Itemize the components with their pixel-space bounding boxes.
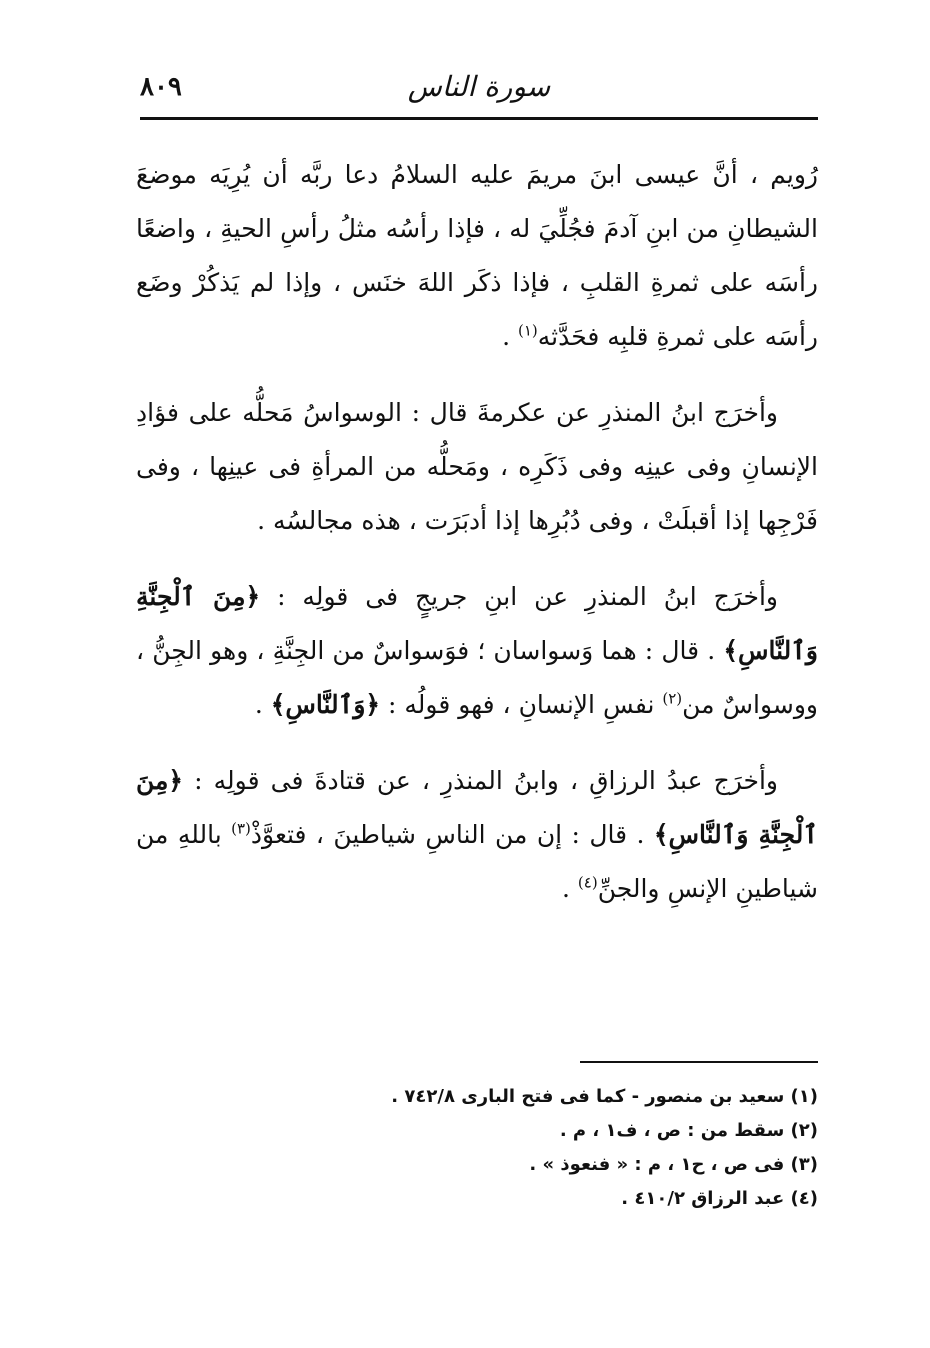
paragraph-text: . xyxy=(562,874,578,903)
quran-quote: ﴿مِنَ ٱلْجِنَّةِ وَٱلنَّاسِ﴾ xyxy=(136,582,818,665)
paragraph-1 xyxy=(136,148,818,364)
page-number: ٨٠٩ xyxy=(140,72,182,102)
footnote-ref-3: (٣) xyxy=(231,819,251,838)
footnotes xyxy=(140,1080,818,1216)
footnote-2: (٢) سقط من : ص ، ف١ ، م . xyxy=(559,1120,818,1141)
paragraph-text: وأخرَج عبدُ الرزاقِ ، وابنُ المنذرِ ، عن قتادةَ فى قولِه : xyxy=(183,766,778,795)
footnote-4: (٤) عبد الرزاق ٤١٠/٢ . xyxy=(621,1188,818,1209)
paragraph-3 xyxy=(136,570,818,732)
footnote-1: (١) سعيد بن منصور - كما فى فتح البارى ٧٤٢/٨ . xyxy=(391,1086,818,1107)
paragraph-text: نفسِ الإنسانِ ، فهو قولُه : xyxy=(380,690,663,719)
paragraph-text: رُويم ، أنَّ عيسى ابنَ مريمَ عليه السلامُ دعا ربَّه أن يُرِيَه موضعَ الشيطانِ من ابنِ آدمَ فجُلِّيَ له ، فإذا رأسُه مثلُ رأسِ الحيةِ ، واضعًا رأسَه على ثمرةِ القلبِ ، فإذا ذكَر اللهَ خنَس ، وإذا لم يَذكُرْ وضَع رأسَه على ثمرةِ قلبِه فحَدَّثه xyxy=(136,160,818,351)
quran-quote: ﴿وَٱلنَّاسِ﴾ xyxy=(270,690,381,719)
paragraph-4 xyxy=(136,754,818,916)
paragraph-text: وأخرَج ابنُ المنذرِ عن ابنِ جريجٍ فى قولِه : xyxy=(260,582,778,611)
footnote-separator xyxy=(580,1061,818,1063)
paragraph-text: . xyxy=(254,690,271,719)
paragraph-text: . قال : هما وَسواسان ؛ فوَسواسٌ من الجِنَّةِ ، وهو الجِنُّ ، ووسواسٌ من xyxy=(136,636,818,719)
footnote-ref-1: (١) xyxy=(517,321,538,340)
header-rule xyxy=(140,117,818,120)
footnote-ref-2: (٢) xyxy=(662,689,683,708)
footnote-ref-4: (٤) xyxy=(577,873,598,892)
paragraph-text: وأخرَج ابنُ المنذرِ عن عكرمةَ قال : الوسواسُ مَحلُّه على فؤادِ الإنسانِ وفى عينِه وفى ذَكَرِه ، ومَحلُّه من المرأةِ فى عينِها ، وفى فَرْجِها إذا أقبلَتْ ، وفى دُبُرِها إذا أدبَرَت ، هذه مجالسُه . xyxy=(136,398,818,535)
quran-quote: ﴿مِنَ ٱلْجِنَّةِ وَٱلنَّاسِ﴾ xyxy=(136,766,819,849)
footnote-3: (٣) فى ص ، ح١ ، م : « فنعوذ » . xyxy=(529,1154,818,1175)
main-text xyxy=(136,148,818,938)
paragraph-text: باللهِ من شياطينِ الإنسِ والجنِّ xyxy=(136,820,818,903)
paragraph-text: . xyxy=(502,322,518,351)
running-header xyxy=(140,62,818,112)
paragraph-2 xyxy=(136,386,818,548)
surah-title: سورة الناس xyxy=(407,70,551,103)
paragraph-text: . قال : إن من الناسِ شياطينَ ، فتعوَّذْ xyxy=(250,820,654,849)
